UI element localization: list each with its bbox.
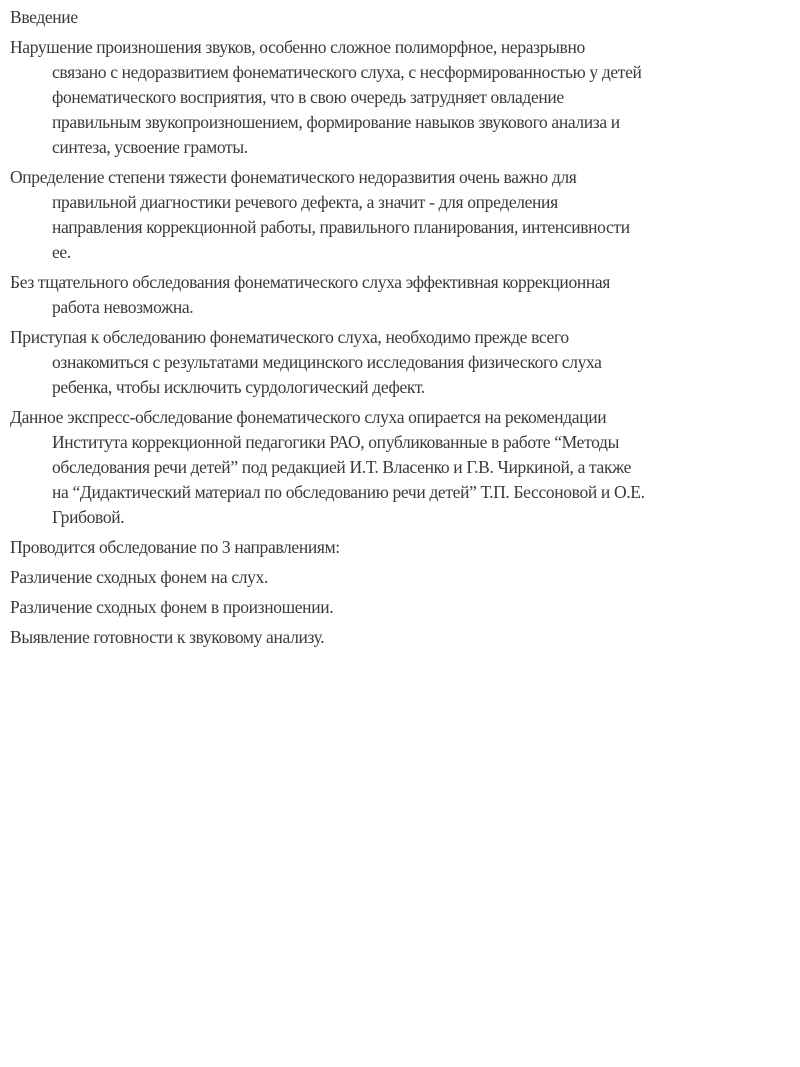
paragraph-line: Без тщательного обследования фонематического слуха эффективная коррекционная [10, 272, 610, 292]
paragraph-line: правильной диагностики речевого дефекта, а значит - для определения [52, 192, 558, 212]
paragraph-line: Приступая к обследованию фонематического слуха, необходимо прежде всего [10, 327, 569, 347]
paragraph-line: ребенка, чтобы исключить сурдологический дефект. [52, 377, 425, 397]
paragraph-line: связано с недоразвитием фонематического слуха, с несформированностью у детей [52, 62, 642, 82]
paragraph [10, 625, 795, 650]
paragraph-line: Различение сходных фонем на слух. [10, 567, 268, 587]
paragraph-line: Данное экспресс-обследование фонематического слуха опирается на рекомендации [10, 407, 607, 427]
paragraph [10, 270, 795, 320]
paragraph [10, 405, 795, 530]
paragraph-list [10, 35, 795, 650]
paragraph-line: ознакомиться с результатами медицинского исследования физического слуха [52, 352, 602, 372]
paragraph-line: фонематического восприятия, что в свою очередь затрудняет овладение [52, 87, 564, 107]
paragraph-line: правильным звукопроизношением, формирование навыков звукового анализа и [52, 112, 620, 132]
paragraph [10, 595, 795, 620]
paragraph-line: ее. [52, 242, 71, 262]
paragraph-line: работа невозможна. [52, 297, 194, 317]
paragraph-line: направления коррекционной работы, правильного планирования, интенсивности [52, 217, 630, 237]
document-title [10, 5, 795, 30]
paragraph [10, 325, 795, 400]
paragraph-line: на “Дидактический материал по обследованию речи детей” Т.П. Бессоновой и О.Е. [52, 482, 645, 502]
paragraph [10, 535, 795, 560]
paragraph-line: Различение сходных фонем в произношении. [10, 597, 334, 617]
paragraph-line: обследования речи детей” под редакцией И.Т. Власенко и Г.В. Чиркиной, а также [52, 457, 632, 477]
paragraph-line: синтеза, усвоение грамоты. [52, 137, 248, 157]
title-text: Введение [10, 7, 78, 27]
paragraph [10, 35, 795, 160]
paragraph-line: Института коррекционной педагогики РАО, опубликованные в работе “Методы [52, 432, 619, 452]
paragraph [10, 165, 795, 265]
paragraph-line: Определение степени тяжести фонематического недоразвития очень важно для [10, 167, 577, 187]
document-body [10, 5, 795, 655]
paragraph-line: Нарушение произношения звуков, особенно сложное полиморфное, неразрывно [10, 37, 585, 57]
paragraph-line: Грибовой. [52, 507, 125, 527]
paragraph-line: Проводится обследование по 3 направлениям: [10, 537, 340, 557]
paragraph [10, 565, 795, 590]
paragraph-line: Выявление готовности к звуковому анализу. [10, 627, 325, 647]
